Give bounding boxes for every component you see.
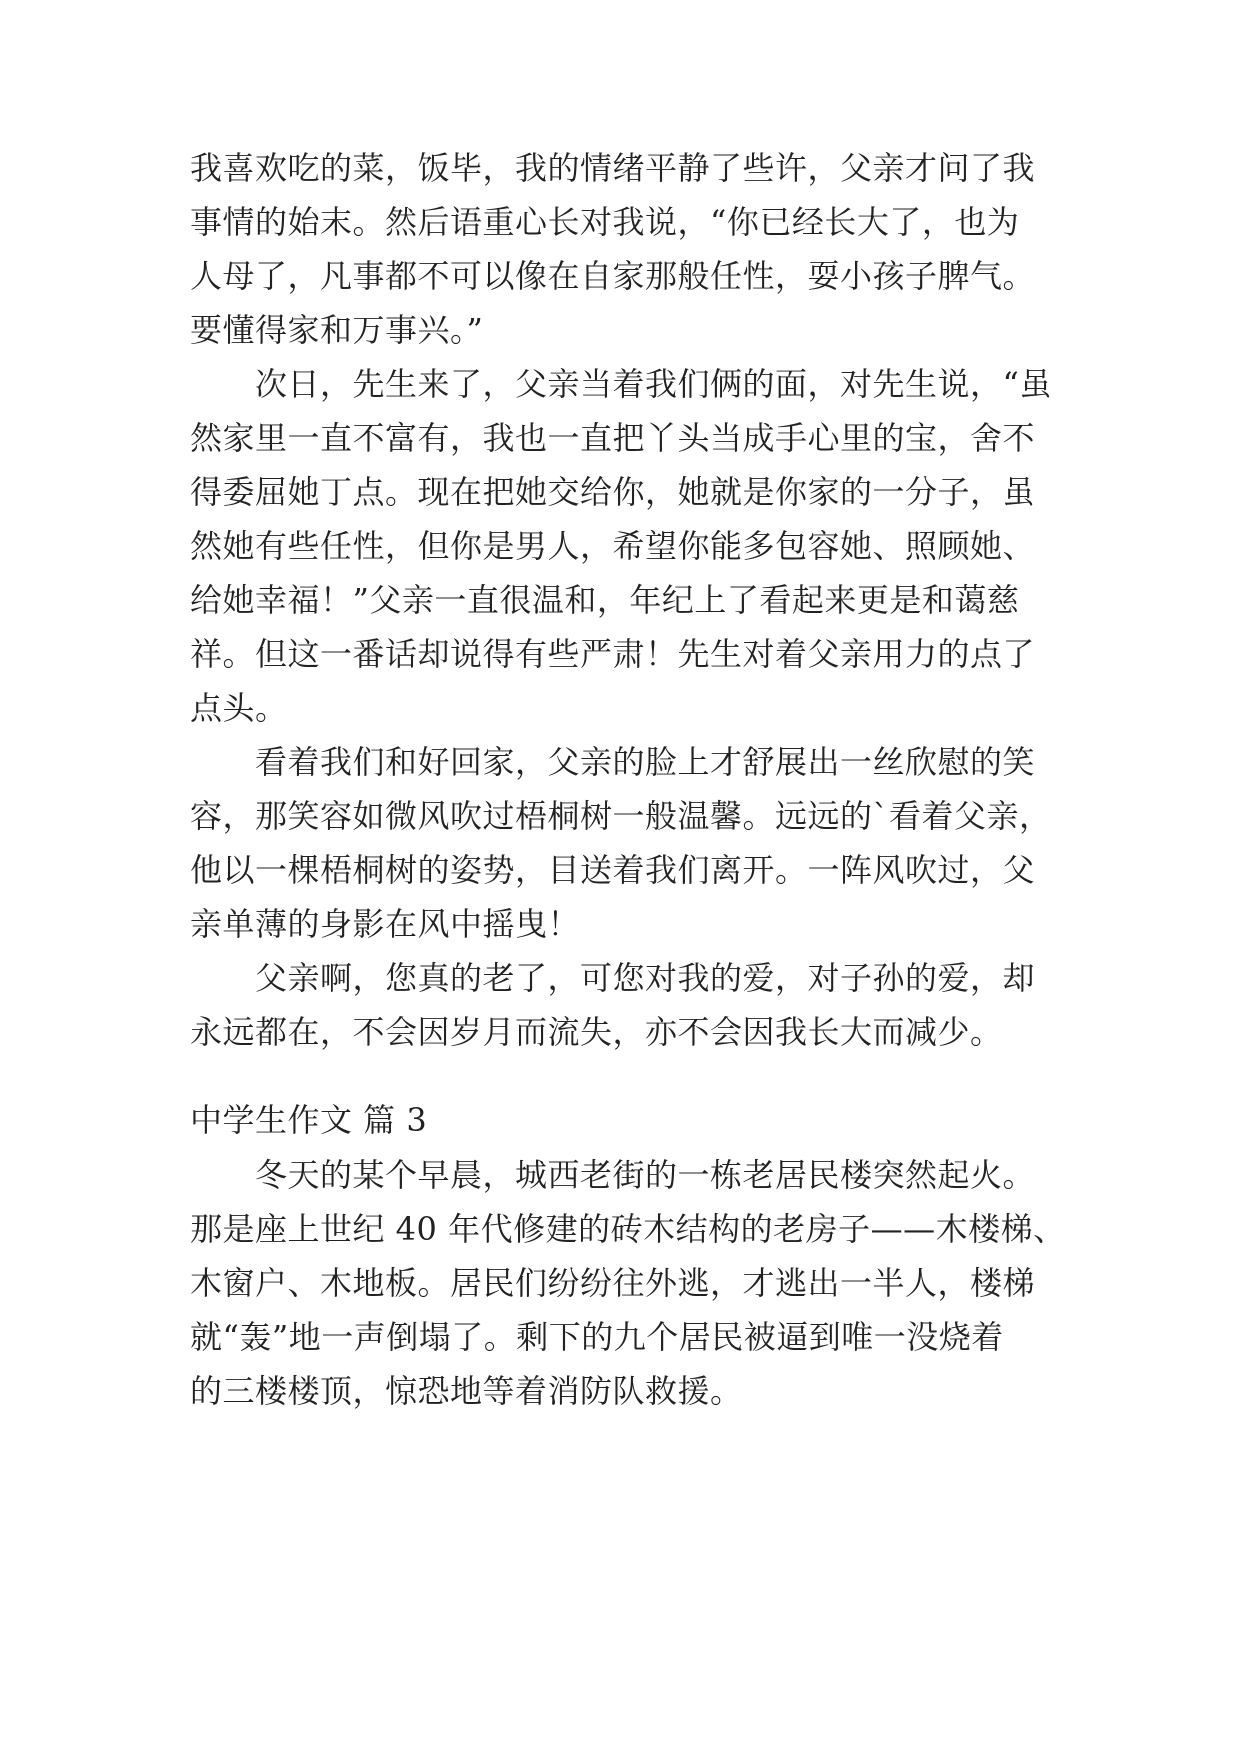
text-line: 人母了，凡事都不可以像在自家那般任性，耍小孩子脾气。 xyxy=(190,257,1036,295)
text-line: 看着我们和好回家，父亲的脸上才舒展出一丝欣慰的笑 xyxy=(255,743,1036,781)
text-line: 得委屈她丁点。现在把她交给你，她就是你家的一分子，虽 xyxy=(190,473,1036,511)
text-line: 要懂得家和万事兴。” xyxy=(190,311,484,349)
text-line: 然她有些任性，但你是男人，希望你能多包容她、照顾她、 xyxy=(190,527,1036,565)
text-line: 木窗户、木地板。居民们纷纷往外逃，才逃出一半人，楼梯 xyxy=(190,1264,1036,1302)
text-line: 冬天的某个早晨，城西老街的一栋老居民楼突然起火。 xyxy=(255,1156,1036,1194)
text-line: 然家里一直不富有，我也一直把丫头当成手心里的宝，舍不 xyxy=(190,419,1036,457)
text-line: 容，那笑容如微风吹过梧桐树一般温馨。远远的`看着父亲， xyxy=(190,797,1052,835)
text-line: 他以一棵梧桐树的姿势，目送着我们离开。一阵风吹过，父 xyxy=(190,851,1036,889)
text-line: 点头。 xyxy=(190,689,288,727)
text-line: 永远都在，不会因岁月而流失，亦不会因我长大而减少。 xyxy=(190,1013,1003,1051)
text-line: 就“轰”地一声倒塌了。剩下的九个居民被逼到唯一没烧着 xyxy=(190,1318,1004,1356)
text-line: 的三楼楼顶，惊恐地等着消防队救援。 xyxy=(190,1372,743,1410)
section-heading: 中学生作文 篇 3 xyxy=(190,1101,428,1139)
text-line: 我喜欢吃的菜，饭毕，我的情绪平静了些许，父亲才问了我 xyxy=(190,149,1036,187)
text-line: 父亲啊，您真的老了，可您对我的爱，对子孙的爱，却 xyxy=(255,959,1036,997)
text-line: 事情的始末。然后语重心长对我说，“你已经长大了，也为 xyxy=(190,203,1020,241)
text-line: 亲单薄的身影在风中摇曳！ xyxy=(190,905,581,943)
text-line: 那是座上世纪 40 年代修建的砖木结构的老房子——木楼梯、 xyxy=(190,1210,1066,1248)
text-line: 祥。但这一番话却说得有些严肃！先生对着父亲用力的点了 xyxy=(190,635,1036,673)
text-line: 给她幸福！”父亲一直很温和，年纪上了看起来更是和蔼慈 xyxy=(190,581,1020,619)
text-line: 次日，先生来了，父亲当着我们俩的面，对先生说，“虽 xyxy=(255,365,1052,403)
